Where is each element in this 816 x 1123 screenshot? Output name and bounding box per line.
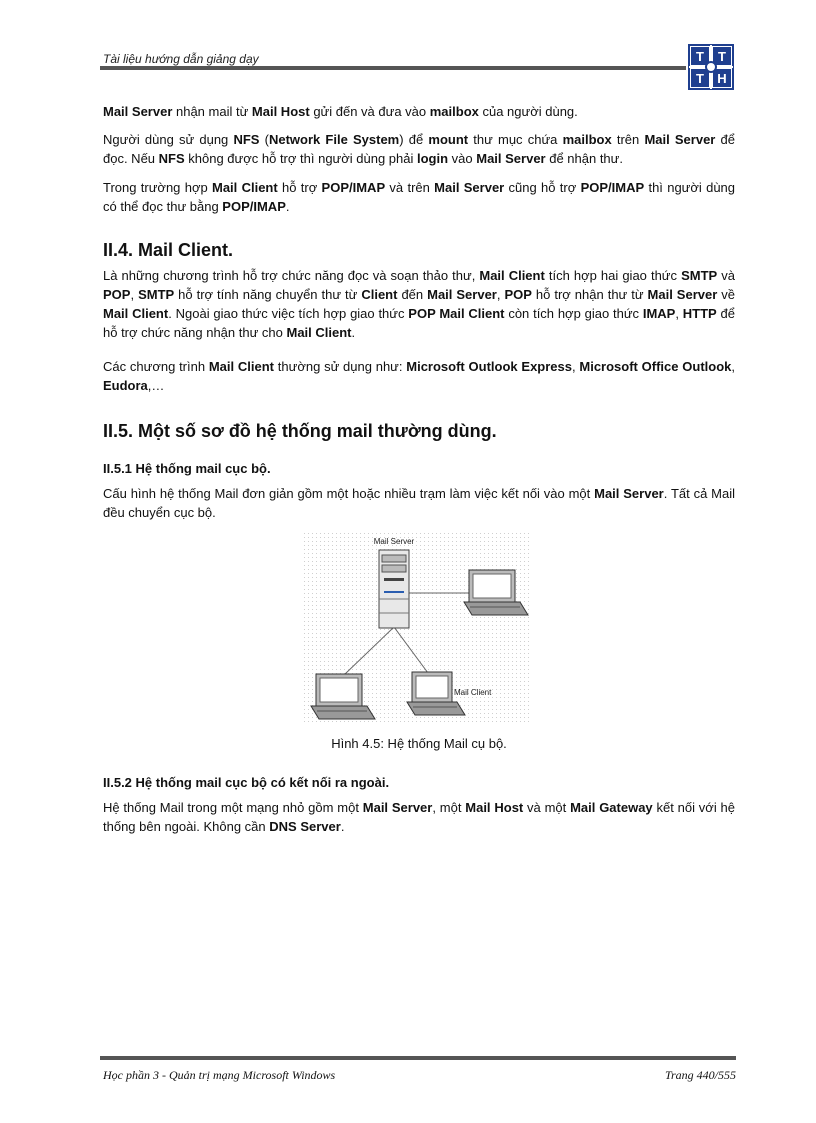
bold-term: POP Mail Client	[408, 306, 505, 321]
server-icon	[379, 550, 409, 628]
heading-ii51: II.5.1 Hệ thống mail cục bộ.	[103, 461, 271, 476]
bold-term: DNS Server	[269, 819, 341, 834]
header-title: Tài liệu hướng dẫn giảng dạy	[103, 52, 259, 66]
bold-term: Mail Client	[208, 359, 275, 374]
heading-ii4: II.4. Mail Client.	[103, 240, 234, 260]
bold-term: NFS	[233, 132, 260, 147]
bold-term: Mail Server	[103, 104, 173, 119]
bold-term: Mail Client	[103, 306, 169, 321]
footer-rule	[100, 1056, 736, 1060]
bold-term: Mail Server	[647, 287, 718, 302]
bold-term: Mail Gateway	[570, 800, 653, 815]
bold-term: SMTP	[138, 287, 175, 302]
tth-logo	[688, 44, 734, 90]
bold-term: POP/IMAP	[222, 199, 286, 214]
client-label: Mail Client	[454, 688, 492, 697]
heading-ii5: II.5. Một số sơ đồ hệ thống mail thường dùng.	[103, 421, 497, 441]
server-label: Mail Server	[373, 537, 415, 546]
bold-term: Mail Server	[644, 132, 716, 147]
bold-term: Mail Host	[465, 800, 524, 815]
paragraph-pop-imap: Trong trường hợp Mail Client hỗ trợ POP/IMAP và trên Mail Server cũng hỗ trợ POP/IMAP thì người dùng có thể đọc thư bằng POP/IMAP.	[103, 180, 736, 214]
bold-term: Mail Host	[251, 104, 310, 119]
bold-term: POP	[103, 287, 131, 302]
bold-term: SMTP	[681, 268, 718, 283]
bold-term: Mail Server	[362, 800, 433, 815]
logo-letter: T	[696, 49, 704, 64]
bold-term: Mail Client	[212, 180, 278, 195]
bold-term: Mail Client	[479, 268, 545, 283]
header-rule	[100, 66, 686, 70]
bold-term: Mail Server	[476, 151, 546, 166]
bold-term: login	[417, 151, 449, 166]
logo-letter: T	[696, 71, 704, 86]
footer-course: Học phần 3 - Quản trị mạng Microsoft Windows	[103, 1068, 336, 1082]
bold-term: Microsoft Office Outlook	[579, 359, 732, 374]
bold-term: Mail Server	[434, 180, 505, 195]
bold-term: Mail Server	[594, 486, 664, 501]
paragraph-external-system: Hệ thống Mail trong một mạng nhỏ gồm một Mail Server, một Mail Host và một Mail Gateway kết nối với hệ thống bên ngoài. Không cần DNS Server.	[103, 800, 735, 834]
logo-letter: T	[718, 49, 726, 64]
bold-term: Network File System	[268, 132, 400, 147]
bold-term: POP	[504, 287, 532, 302]
heading-ii52: II.5.2 Hệ thống mail cục bộ có kết nối ra ngoài.	[103, 775, 390, 790]
bold-term: mount	[428, 132, 469, 147]
bold-term: POP/IMAP	[580, 180, 645, 195]
paragraph-mail-client: Là những chương trình hỗ trợ chức năng đọc và soạn thảo thư, Mail Client tích hợp hai giao thức SMTP và POP, SMTP hỗ trợ tính năng chuyển thư từ Client đến Mail Server, POP hỗ trợ nhận thư từ Mail Server về Mail Client. Ngoài giao thức việc tích hợp giao thức POP Mail Client còn tích hợp giao thức IMAP, HTTP để hỗ trợ chức năng nhận thư cho Mail Client.	[103, 268, 735, 340]
bold-term: Microsoft Outlook Express	[406, 359, 572, 374]
bold-term: Mail Server	[427, 287, 497, 302]
bold-term: mailbox	[429, 104, 479, 119]
figure-caption: Hình 4.5: Hệ thống Mail cụ bộ.	[331, 736, 507, 751]
paragraph-nfs: Người dùng sử dụng NFS (Network File System) để mount thư mục chứa mailbox trên Mail Server để đọc. Nếu NFS không được hỗ trợ thì người dùng phải login vào Mail Server để nhận thư.	[103, 132, 736, 166]
bold-term: Client	[361, 287, 398, 302]
bold-term: NFS	[158, 151, 185, 166]
network-diagram	[304, 533, 532, 723]
logo-letter: H	[717, 71, 727, 86]
bold-term: IMAP	[642, 306, 676, 321]
bold-term: Mail Client	[286, 325, 352, 340]
bold-term: Eudora	[103, 378, 148, 393]
paragraph-client-programs: Các chương trình Mail Client thường sử dụng như: Microsoft Outlook Express, Microsoft Office Outlook, Eudora,…	[103, 359, 735, 393]
bold-term: HTTP	[682, 306, 717, 321]
bold-term: POP/IMAP	[321, 180, 386, 195]
bold-term: mailbox	[562, 132, 612, 147]
paragraph-mail-server: Mail Server nhận mail từ Mail Host gửi đến và đưa vào mailbox của người dùng.	[103, 104, 578, 119]
footer-page-number: Trang 440/555	[664, 1068, 736, 1082]
paragraph-local-system: Cấu hình hệ thống Mail đơn giản gồm một hoặc nhiều trạm làm việc kết nối vào một Mail Server. Tất cả Mail đều chuyển cục bộ.	[103, 486, 735, 520]
